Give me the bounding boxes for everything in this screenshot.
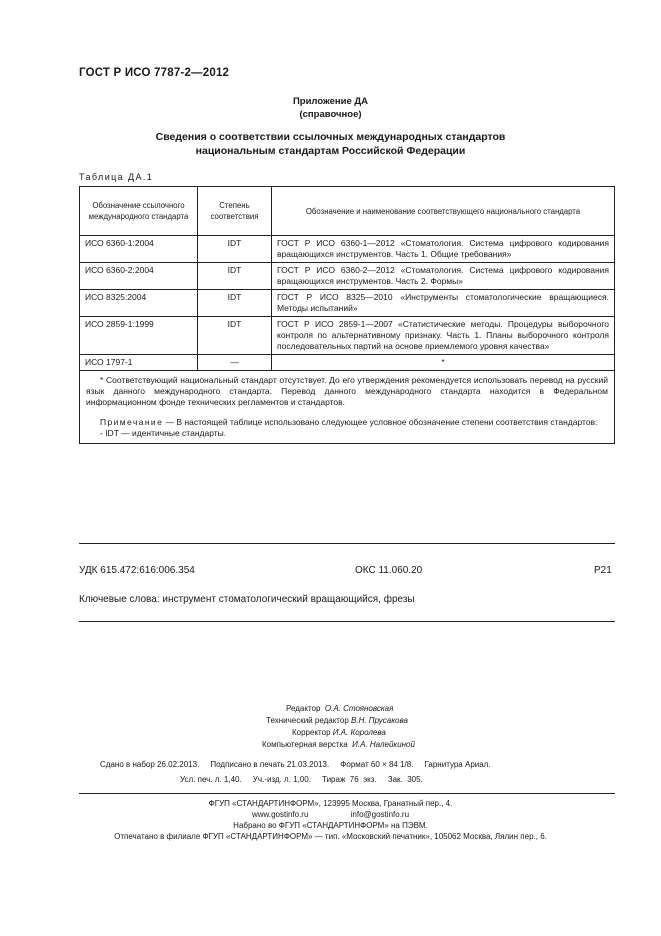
section-title-line1: Сведения о соответствии ссылочных международных стандартов: [155, 131, 506, 143]
header-degree: Степень соответствия: [198, 187, 272, 236]
publisher-line1: ФГУП «СТАНДАРТИНФОРМ», 123995 Москва, Гранатный пер., 4.: [208, 799, 453, 808]
header-national-standard: Обозначение и наименование соответствующего национального стандарта: [272, 187, 615, 236]
cell-degree: IDT: [198, 290, 272, 317]
tech-editor-line: Технический редактор В.Н. Прусакова: [266, 716, 408, 725]
note-item: - IDT — идентичные стандарты.: [100, 428, 227, 438]
cell-degree: —: [198, 355, 272, 371]
correspondence-table: [79, 186, 615, 444]
layout-line: Компьютерная верстка И.А. Налейкиной: [262, 740, 415, 749]
table-notes-row: [80, 371, 615, 444]
table-note: [86, 417, 608, 428]
corrector-line: Корректор И.А. Королева: [292, 728, 386, 737]
table-row: [80, 317, 615, 355]
cell-degree: IDT: [198, 263, 272, 290]
cell-national: ГОСТ Р ИСО 2859-1—2007 «Статистические методы. Процедуры выборочного контроля по альтернативному признаку. Часть 1. Планы выборочного контроля последовательных партий на основе приемлемого уровня качества»: [272, 317, 615, 355]
publisher-line3: Набрано во ФГУП «СТАНДАРТИНФОРМ» на ПЭВМ.: [233, 821, 428, 830]
header-intl-standard: Обозначение ссылочного международного стандарта: [80, 187, 198, 236]
oks-code: ОКС 11.060.20: [355, 565, 423, 576]
print-info-line2: Усл. печ. л. 1,40. Уч.-изд. л. 1,00. Тираж 76 экз. Зак. 305.: [180, 775, 423, 784]
divider-bottom: [79, 621, 615, 622]
table-row: [80, 290, 615, 317]
print-info-line1: Сдано в набор 26.02.2013. Подписано в печать 21.03.2013. Формат 60 × 84 1/8. Гарнитура Ариал.: [100, 760, 491, 769]
note-label: Примечание: [100, 417, 164, 427]
cell-national: ГОСТ Р ИСО 6360-1—2012 «Стоматология. Система цифрового кодирования вращающихся инструментов. Часть 1. Общие требования»: [272, 236, 615, 263]
publisher-line2: www.gostinfo.ru info@gostinfo.ru: [251, 810, 410, 819]
document-code: ГОСТ Р ИСО 7787-2—2012: [79, 67, 230, 79]
table-header-row: [80, 187, 615, 236]
cell-degree: IDT: [198, 317, 272, 355]
cell-intl: ИСО 2859-1:1999: [80, 317, 198, 355]
cell-national: ГОСТ Р ИСО 6360-2—2012 «Стоматология. Система цифрового кодирования вращающихся инструментов. Часть 2. Формы»: [272, 263, 615, 290]
cell-intl: ИСО 6360-2:2004: [80, 263, 198, 290]
table-footnote: * Соответствующий национальный стандарт отсутствует. До его утверждения рекомендуется использовать перевод на русский язык данного международного стандарта. Перевод данного международного стандарта находится в Федеральном информационном фонде технических регламентов и стандартов.: [86, 375, 608, 407]
appendix-subtitle: (справочное): [299, 109, 362, 120]
table-notes: [80, 371, 615, 444]
editor-line: Редактор О.А. Стояновская: [286, 704, 394, 713]
note-text: — В настоящей таблице использовано следующее условное обозначение степени соответствия стандартов:: [163, 417, 598, 427]
udk-code: УДК 615.472:616:006.354: [79, 565, 195, 576]
cell-national: *: [272, 355, 615, 371]
table-row: [80, 236, 615, 263]
keywords: Ключевые слова: инструмент стоматологический вращающийся, фрезы: [79, 594, 415, 605]
publisher-line4: Отпечатано в филиале ФГУП «СТАНДАРТИНФОРМ» — тип. «Московский печатник», 105062 Москва, Лялин пер., 6.: [114, 832, 547, 841]
publisher-info: [0, 799, 661, 842]
table-row: [80, 263, 615, 290]
appendix-title: Приложение ДА: [292, 96, 369, 107]
cell-intl: ИСО 1797-1: [80, 355, 198, 371]
cell-degree: IDT: [198, 236, 272, 263]
cell-intl: ИСО 8325:2004: [80, 290, 198, 317]
imprint-divider: [79, 793, 615, 794]
table-label: Таблица ДА.1: [79, 172, 154, 182]
section-title-line2: национальным стандартам Российской Федерации: [195, 145, 466, 157]
classification-code: Р21: [594, 565, 612, 576]
cell-intl: ИСО 6360-1:2004: [80, 236, 198, 263]
table-row: [80, 355, 615, 371]
cell-national: ГОСТ Р ИСО 8325—2010 «Инструменты стоматологические вращающиеся. Методы испытаний»: [272, 290, 615, 317]
divider-top: [79, 543, 615, 544]
